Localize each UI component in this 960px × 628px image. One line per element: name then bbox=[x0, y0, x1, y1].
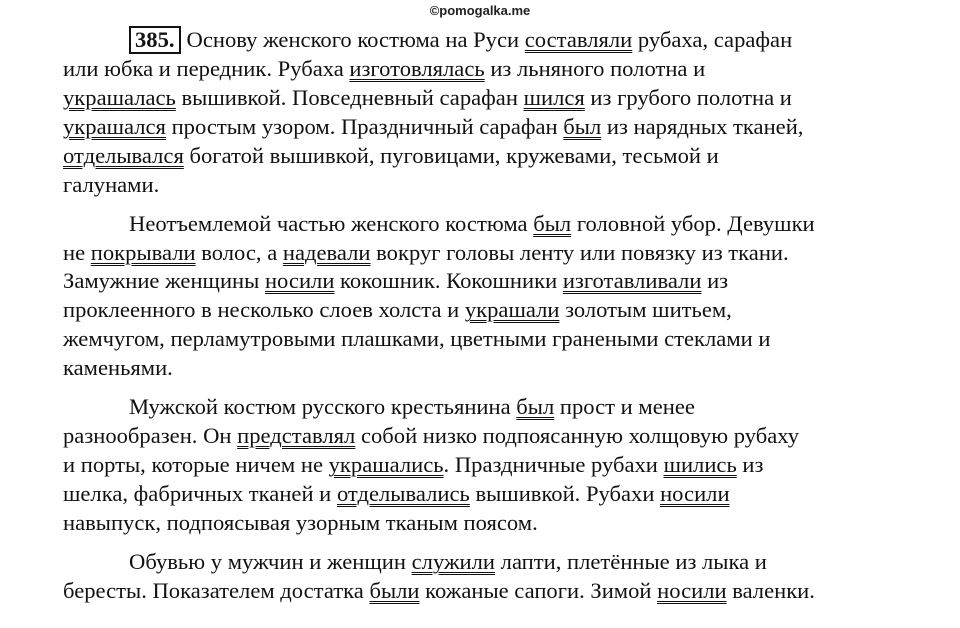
paragraph bbox=[63, 548, 933, 606]
text-segment: из bbox=[701, 268, 729, 294]
underlined-predicate: отделывался bbox=[63, 142, 184, 168]
text-segment: Замужние женщины bbox=[63, 268, 265, 294]
text-segment: вышивкой. Рубахи bbox=[469, 480, 661, 506]
text-line bbox=[63, 393, 933, 422]
text-line bbox=[63, 84, 933, 113]
text-segment: Основу женского костюма на Руси bbox=[186, 27, 525, 52]
text-segment: шелка, фабричных тканей и bbox=[63, 480, 337, 506]
text-line bbox=[63, 577, 933, 606]
paragraph bbox=[63, 210, 933, 383]
text-segment: кожаные сапоги. Зимой bbox=[419, 577, 658, 603]
text-line bbox=[63, 239, 933, 268]
text-segment: из грубого полотна и bbox=[584, 84, 792, 110]
underlined-predicate: служили bbox=[411, 548, 496, 574]
text-line bbox=[63, 451, 933, 480]
text-line bbox=[63, 296, 933, 325]
underlined-predicate: был bbox=[563, 113, 602, 139]
text-segment: навыпуск, подпоясывая узорным тканым поясом. bbox=[63, 509, 538, 535]
text-segment: вокруг головы ленту или повязку из ткани. bbox=[370, 239, 789, 265]
underlined-predicate: носили bbox=[657, 577, 727, 603]
underlined-predicate: покрывали bbox=[90, 239, 196, 265]
text-segment: богатой вышивкой, пуговицами, кружевами, тесьмой и bbox=[183, 142, 719, 168]
text-segment: жемчугом, перламутровыми плашками, цветными гранеными стеклами и bbox=[63, 326, 771, 352]
text-line bbox=[63, 480, 933, 509]
text-line bbox=[63, 171, 933, 200]
text-segment: валенки. bbox=[726, 577, 815, 603]
underlined-predicate: украшалась bbox=[63, 84, 176, 110]
text-segment: бересты. Показателем достатка bbox=[63, 577, 370, 603]
exercise-text bbox=[63, 26, 933, 616]
exercise-number: 385. bbox=[129, 26, 181, 54]
paragraph bbox=[63, 26, 933, 199]
text-segment: не bbox=[63, 239, 91, 265]
paragraph bbox=[63, 393, 933, 538]
text-segment: каменьями. bbox=[63, 355, 173, 381]
underlined-predicate: был bbox=[516, 394, 555, 420]
text-segment: галунами. bbox=[63, 171, 160, 197]
text-line bbox=[63, 548, 933, 577]
underlined-predicate: изготавливали bbox=[562, 268, 702, 294]
text-line bbox=[63, 354, 933, 383]
text-segment: волос, а bbox=[195, 239, 283, 265]
text-segment: и порты, которые ничем не bbox=[63, 452, 329, 478]
watermark: ©pomogalka.me bbox=[429, 3, 531, 18]
underlined-predicate: отделывались bbox=[336, 480, 470, 506]
text-line bbox=[63, 422, 933, 451]
underlined-predicate: носили bbox=[660, 480, 730, 506]
text-segment: . Праздничные рубахи bbox=[443, 452, 664, 478]
text-segment: из льняного полотна и bbox=[484, 55, 706, 81]
underlined-predicate: надевали bbox=[282, 239, 371, 265]
text-segment: вышивкой. Повседневный сарафан bbox=[175, 84, 524, 110]
text-line bbox=[63, 142, 933, 171]
text-segment: лапти, плетённые из лыка и bbox=[495, 548, 767, 574]
underlined-predicate: представлял bbox=[237, 423, 356, 449]
text-line bbox=[63, 325, 933, 354]
underlined-predicate: носили bbox=[264, 268, 335, 294]
text-segment: собой низко подпоясанную холщовую рубаху bbox=[355, 423, 799, 449]
text-segment: Мужской костюм русского крестьянина bbox=[129, 394, 517, 420]
text-line bbox=[63, 26, 933, 55]
text-line bbox=[63, 210, 933, 239]
underlined-predicate: были bbox=[369, 577, 420, 603]
underlined-predicate: шился bbox=[523, 84, 585, 110]
text-segment: проклеенного в несколько слоев холста и bbox=[63, 297, 465, 323]
text-line bbox=[63, 267, 933, 296]
underlined-predicate: был bbox=[533, 210, 572, 236]
text-segment: разнообразен. Он bbox=[63, 423, 238, 449]
text-segment: кокошник. Кокошники bbox=[334, 268, 563, 294]
text-line bbox=[63, 509, 933, 538]
text-segment: простым узором. Праздничный сарафан bbox=[165, 113, 564, 139]
text-segment: Обувью у мужчин и женщин bbox=[129, 548, 412, 574]
text-segment: из bbox=[736, 452, 764, 478]
text-segment: рубаха, сарафан bbox=[632, 27, 793, 52]
underlined-predicate: составляли bbox=[524, 27, 633, 52]
text-line bbox=[63, 55, 933, 84]
text-segment: золотым шитьем, bbox=[559, 297, 732, 323]
text-segment: головной убор. Девушки bbox=[571, 210, 815, 236]
text-line bbox=[63, 113, 933, 142]
underlined-predicate: украшались bbox=[328, 452, 444, 478]
underlined-predicate: шились bbox=[663, 452, 737, 478]
text-segment: прост и менее bbox=[554, 394, 695, 420]
underlined-predicate: украшался bbox=[63, 113, 166, 139]
underlined-predicate: украшали bbox=[464, 297, 560, 323]
text-segment: или юбка и передник. Рубаха bbox=[63, 55, 350, 81]
text-segment: из нарядных тканей, bbox=[601, 113, 804, 139]
underlined-predicate: изготовлялась bbox=[349, 55, 485, 81]
text-segment: Неотъемлемой частью женского костюма bbox=[129, 210, 534, 236]
